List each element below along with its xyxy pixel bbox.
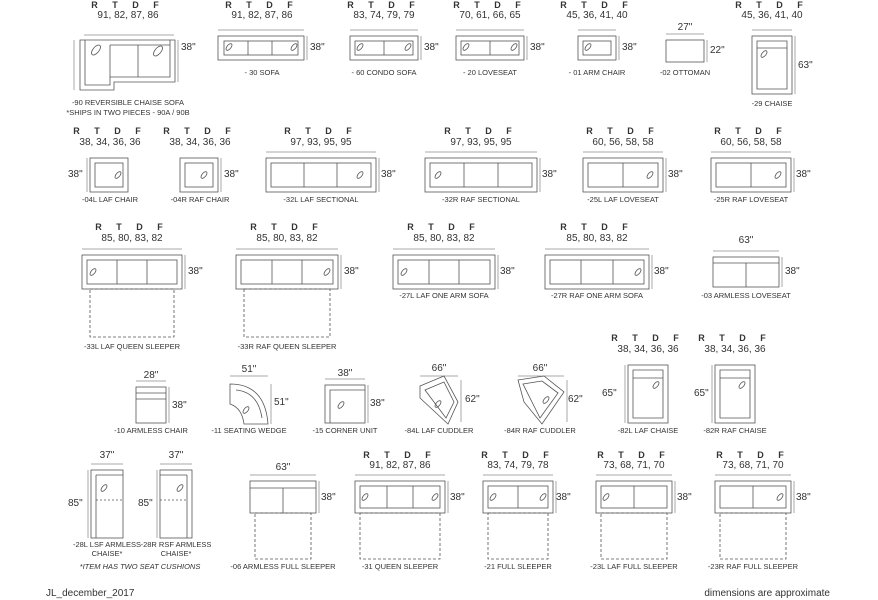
caption-27r: -27R RAF ONE ARM SOFA — [550, 291, 644, 300]
rtdf-header: R T D F — [586, 126, 660, 136]
top-84r: 66" — [532, 363, 548, 374]
rtdf-header: R T D F — [716, 450, 790, 460]
rtdf-header: R T D F — [597, 450, 671, 460]
side-82l: 65" — [602, 388, 617, 399]
caption-04l: -04L LAF CHAIR — [82, 195, 138, 204]
dims-82r: 38, 34, 36, 36 — [704, 344, 766, 355]
rtdf-header: R T D F — [735, 0, 809, 10]
top-02: 27" — [677, 22, 693, 33]
drawing-11-seating-wedge — [230, 376, 271, 424]
top-06: 63" — [275, 462, 291, 473]
drawing-02-ottoman — [666, 34, 707, 62]
side-23r: 38" — [796, 492, 811, 503]
rtdf-header: R T D F — [347, 0, 421, 10]
footer-date-code: JL_december_2017 — [46, 588, 135, 599]
drawing-33r-queen-sleeper — [236, 249, 341, 337]
caption-27l: -27L LAF ONE ARM SOFA — [399, 291, 489, 300]
dims-04l: 38, 34, 36, 36 — [79, 137, 141, 148]
top-10: 28" — [143, 370, 159, 381]
side-30: 38" — [310, 42, 325, 53]
drawing-03-armless-loveseat — [713, 251, 782, 287]
top-15: 38" — [337, 368, 353, 379]
drawing-82l-chaise — [625, 365, 668, 423]
drawing-82r-chaise — [712, 365, 755, 423]
caption-29: -29 CHAISE — [751, 99, 793, 108]
rtdf-header: R T D F — [73, 126, 147, 136]
side-04l: 38" — [68, 169, 83, 180]
caption-82l: -82L LAF CHAISE — [617, 426, 679, 435]
drawing-28l-armless-chaise — [88, 464, 123, 538]
dims-33l: 85, 80, 83, 82 — [101, 233, 163, 244]
drawing-25r-loveseat — [711, 152, 794, 192]
drawing-30-sofa — [218, 30, 307, 60]
side-06: 38" — [321, 492, 336, 503]
side-01: 38" — [622, 42, 637, 53]
drawing-33l-queen-sleeper — [82, 249, 185, 337]
rtdf-header: R T D F — [611, 333, 685, 343]
drawing-84r-cuddler — [518, 376, 567, 424]
note-90: *SHIPS IN TWO PIECES - 90A / 90B — [66, 108, 190, 117]
caption-06: -06 ARMLESS FULL SLEEPER — [230, 562, 336, 571]
drawing-23l-full-sleeper — [596, 475, 675, 559]
caption-84r: -84R RAF CUDDLER — [504, 426, 576, 435]
dims-21: 83, 74, 79, 78 — [487, 460, 549, 471]
caption-20: - 20 LOVESEAT — [462, 68, 518, 77]
dims-25l: 60, 56, 58, 58 — [592, 137, 654, 148]
rtdf-header: R T D F — [698, 333, 772, 343]
caption-15: -15 CORNER UNIT — [312, 426, 378, 435]
drawing-21-full-sleeper — [483, 475, 556, 559]
dims-04r: 38, 34, 36, 36 — [169, 137, 231, 148]
side-25l: 38" — [668, 169, 683, 180]
caption-01: - 01 ARM CHAIR — [568, 68, 626, 77]
caption-32l: -32L LAF SECTIONAL — [283, 195, 359, 204]
drawing-10-armless-chair — [136, 381, 169, 423]
caption-28r-line2: CHAISE* — [160, 549, 192, 558]
drawing-28r-armless-chaise — [157, 464, 192, 538]
side-28r: 85" — [138, 498, 153, 509]
rtdf-header: R T D F — [714, 126, 788, 136]
rtdf-header: R T D F — [481, 450, 555, 460]
rtdf-header: R T D F — [453, 0, 527, 10]
dims-25r: 60, 56, 58, 58 — [720, 137, 782, 148]
caption-28l: -28L LSF ARMLESS — [72, 540, 142, 549]
side-82r: 65" — [694, 388, 709, 399]
side-84l: 62" — [465, 394, 480, 405]
dims-29: 45, 36, 41, 40 — [741, 10, 803, 21]
rtdf-header: R T D F — [444, 126, 518, 136]
caption-33l: -33L LAF QUEEN SLEEPER — [83, 342, 181, 351]
side-21: 38" — [556, 492, 571, 503]
caption-30: - 30 SOFA — [244, 68, 280, 77]
dims-32l: 97, 93, 95, 95 — [290, 137, 352, 148]
caption-03: -03 ARMLESS LOVESEAT — [701, 291, 791, 300]
caption-33r: -33R RAF QUEEN SLEEPER — [237, 342, 337, 351]
rtdf-header: R T D F — [91, 0, 165, 10]
rtdf-header: R T D F — [363, 450, 437, 460]
drawing-27l-one-arm-sofa — [393, 249, 498, 289]
top-03: 63" — [738, 235, 754, 246]
caption-23l: -23L LAF FULL SLEEPER — [590, 562, 678, 571]
side-27l: 38" — [500, 266, 515, 277]
caption-60: - 60 CONDO SOFA — [351, 68, 417, 77]
drawing-90-chaise-sofa — [74, 35, 178, 90]
side-33l: 38" — [188, 266, 203, 277]
caption-25r: -25R RAF LOVESEAT — [713, 195, 789, 204]
dims-30: 91, 82, 87, 86 — [231, 10, 293, 21]
caption-11: -11 SEATING WEDGE — [211, 426, 287, 435]
caption-02: -02 OTTOMAN — [659, 68, 711, 77]
drawing-25l-loveseat — [583, 152, 666, 192]
rtdf-header: R T D F — [560, 222, 634, 232]
side-90: 38" — [181, 42, 196, 53]
drawing-29-chaise — [752, 30, 795, 94]
caption-10: -10 ARMLESS CHAIR — [114, 426, 188, 435]
drawing-20-loveseat — [456, 30, 527, 60]
cushion-note: *ITEM HAS TWO SEAT CUSHIONS — [79, 562, 201, 571]
drawing-32l-sectional — [266, 152, 379, 192]
side-03: 38" — [785, 266, 800, 277]
top-84l: 66" — [431, 363, 447, 374]
side-04r: 38" — [224, 169, 239, 180]
dims-23r: 73, 68, 71, 70 — [722, 460, 784, 471]
caption-25l: -25L LAF LOVESEAT — [587, 195, 659, 204]
caption-21: -21 FULL SLEEPER — [484, 562, 552, 571]
drawing-04r-chair — [180, 158, 221, 192]
dims-01: 45, 36, 41, 40 — [566, 10, 628, 21]
rtdf-header: R T D F — [407, 222, 481, 232]
drawing-32r-sectional — [425, 152, 540, 192]
side-23l: 38" — [677, 492, 692, 503]
caption-28l-line2: CHAISE* — [91, 549, 123, 558]
drawing-31-queen-sleeper — [355, 475, 448, 559]
side-32l: 38" — [381, 169, 396, 180]
side-32r: 38" — [542, 169, 557, 180]
side-15: 38" — [370, 398, 385, 409]
drawing-06-armless-full-sleeper — [250, 475, 319, 559]
top-11: 51" — [241, 364, 257, 375]
drawing-60-condo-sofa — [350, 30, 421, 60]
dims-90: 91, 82, 87, 86 — [97, 10, 159, 21]
caption-32r: -32R RAF SECTIONAL — [442, 195, 520, 204]
side-11: 51" — [274, 397, 289, 408]
rtdf-header: R T D F — [560, 0, 634, 10]
side-29: 63" — [798, 60, 813, 71]
rtdf-header: R T D F — [95, 222, 169, 232]
side-10: 38" — [172, 400, 187, 411]
drawing-04l-chair — [87, 158, 128, 192]
side-02: 22" — [710, 45, 725, 56]
dims-27r: 85, 80, 83, 82 — [566, 233, 628, 244]
dims-20: 70, 61, 66, 65 — [459, 10, 521, 21]
rtdf-header: R T D F — [284, 126, 358, 136]
dims-60: 83, 74, 79, 79 — [353, 10, 415, 21]
rtdf-header: R T D F — [250, 222, 324, 232]
dims-33r: 85, 80, 83, 82 — [256, 233, 318, 244]
rtdf-header: R T D F — [225, 0, 299, 10]
side-33r: 38" — [344, 266, 359, 277]
side-20: 38" — [530, 42, 545, 53]
caption-82r: -82R RAF CHAISE — [703, 426, 767, 435]
side-25r: 38" — [796, 169, 811, 180]
drawing-27r-one-arm-sofa — [545, 249, 652, 289]
side-28l: 85" — [68, 498, 83, 509]
drawing-01-arm-chair — [578, 30, 619, 60]
drawing-15-corner-unit — [325, 379, 368, 423]
dims-32r: 97, 93, 95, 95 — [450, 137, 512, 148]
footer-disclaimer: dimensions are approximate — [704, 588, 830, 599]
drawing-84l-cuddler — [420, 376, 461, 424]
side-60: 38" — [424, 42, 439, 53]
caption-23r: -23R RAF FULL SLEEPER — [707, 562, 799, 571]
caption-04r: -04R RAF CHAIR — [170, 195, 230, 204]
side-31: 38" — [450, 492, 465, 503]
side-84r: 62" — [568, 394, 583, 405]
rtdf-header: R T D F — [163, 126, 237, 136]
dims-27l: 85, 80, 83, 82 — [413, 233, 475, 244]
caption-84l: -84L LAF CUDDLER — [404, 426, 474, 435]
side-27r: 38" — [654, 266, 669, 277]
dims-23l: 73, 68, 71, 70 — [603, 460, 665, 471]
drawing-23r-full-sleeper — [715, 475, 794, 559]
dims-31: 91, 82, 87, 86 — [369, 460, 431, 471]
dims-82l: 38, 34, 36, 36 — [617, 344, 679, 355]
caption-28r: -28R RSF ARMLESS — [140, 540, 212, 549]
top-28l: 37" — [99, 450, 115, 461]
top-28r: 37" — [168, 450, 184, 461]
caption-31: -31 QUEEN SLEEPER — [361, 562, 439, 571]
caption-90: -90 REVERSIBLE CHAISE SOFA — [71, 98, 185, 107]
